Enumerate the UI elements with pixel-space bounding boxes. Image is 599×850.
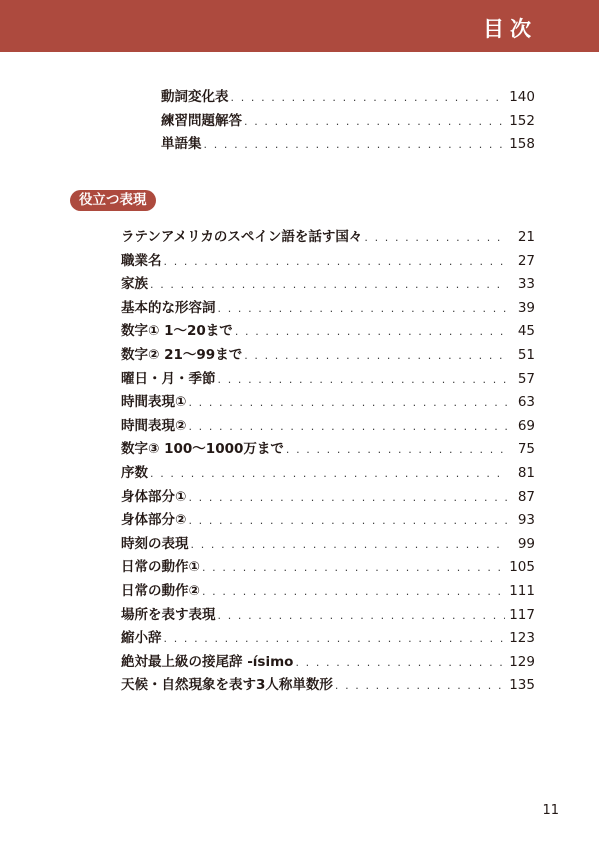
toc-entry-page: 93 [517,512,535,529]
toc-entry[interactable] [121,368,535,392]
dot-leader [235,320,507,344]
toc-entry-title: 数字③ 100〜1000万まで [121,441,284,458]
dot-leader [218,604,506,628]
dot-leader [188,486,507,510]
dot-leader [295,651,505,675]
toc-entry-title: 単語集 [161,136,202,153]
toc-entry[interactable] [121,674,535,698]
toc-entry-title: 絶対最上級の接尾辞 -ísimo [121,653,294,670]
toc-entry-title: 基本的な形容詞 [121,299,216,316]
toc-entry[interactable] [121,226,535,250]
toc-entry-title: 身体部分② [121,512,187,529]
toc-entry-page: 158 [509,136,535,153]
toc-entry-title: 時間表現① [121,394,187,411]
dot-leader [231,86,506,110]
toc-entry-title: 家族 [121,276,148,293]
toc-entry-title: 天候・自然現象を表す3人称単数形 [121,677,333,694]
toc-entry-page: 57 [517,370,535,387]
toc-entry-page: 63 [517,394,535,411]
toc-entry[interactable] [121,486,535,510]
toc-entry-title: ラテンアメリカのスペイン語を話す国々 [121,229,363,245]
toc-entry-page: 81 [517,464,535,481]
toc-entry-page: 152 [509,112,535,129]
dot-leader [218,297,508,321]
dot-leader [150,462,507,486]
toc-entry-page: 111 [509,582,535,599]
toc-entry[interactable] [121,627,535,651]
toc-entry[interactable] [121,462,535,486]
dot-leader [188,415,507,439]
toc-entry[interactable] [121,556,535,580]
toc-entry[interactable] [121,250,535,274]
toc-entry-page: 129 [509,653,535,670]
toc-entry[interactable] [161,86,535,110]
dot-leader [202,556,505,580]
toc-main-list [121,226,535,698]
toc-entry[interactable] [121,438,535,462]
dot-leader [188,391,507,415]
toc-entry-page: 39 [517,299,535,316]
toc-entry-page: 75 [517,441,535,458]
toc-entry-title: 日常の動作① [121,559,200,576]
toc-entry-title: 場所を表す表現 [121,606,216,623]
header-bar [0,0,599,52]
toc-entry-page: 33 [517,276,535,293]
toc-entry[interactable] [121,415,535,439]
dot-leader [244,110,505,134]
toc-entry[interactable] [161,133,535,157]
toc-entry[interactable] [121,320,535,344]
toc-entry-page: 45 [517,323,535,340]
dot-leader [202,580,505,604]
toc-entry-title: 数字② 21〜99まで [121,346,243,363]
toc-entry[interactable] [121,533,535,557]
toc-entry[interactable] [121,273,535,297]
toc-entry-page: 51 [517,346,535,363]
toc-entry-page: 123 [509,630,535,647]
toc-entry-title: 時間表現② [121,417,187,434]
toc-entry[interactable] [121,297,535,321]
toc-entry-title: 日常の動作② [121,582,200,599]
toc-entry-page: 105 [509,559,535,576]
toc-entry-title: 身体部分① [121,488,187,505]
dot-leader [204,133,506,157]
toc-entry[interactable] [121,344,535,368]
toc-entry[interactable] [121,391,535,415]
toc-entry[interactable] [161,110,535,134]
page-number: 11 [542,803,559,818]
dot-leader [364,226,507,250]
section-label: 役立つ表現 [70,190,156,211]
toc-entry-page: 69 [517,417,535,434]
page-title: 目次 [483,17,537,41]
toc-entry[interactable] [121,509,535,533]
toc-entry-title: 練習問題解答 [161,112,242,129]
toc-entry[interactable] [121,651,535,675]
toc-entry-title: 数字① 1〜20まで [121,323,233,340]
dot-leader [191,533,508,557]
dot-leader [286,438,507,462]
toc-entry-page: 135 [509,677,535,694]
toc-entry-page: 87 [517,488,535,505]
toc-entry[interactable] [121,580,535,604]
dot-leader [335,674,505,698]
dot-leader [244,344,507,368]
toc-top-list [161,86,535,157]
toc-entry-page: 140 [509,89,535,105]
toc-entry-title: 時刻の表現 [121,535,189,552]
toc-entry-title: 職業名 [121,252,162,269]
toc-entry-title: 縮小辞 [121,630,162,647]
toc-entry-page: 27 [517,252,535,269]
toc-entry-title: 曜日・月・季節 [121,370,216,387]
toc-entry-page: 21 [517,229,535,245]
dot-leader [164,250,508,274]
dot-leader [218,368,508,392]
dot-leader [188,509,507,533]
dot-leader [164,627,506,651]
toc-entry-page: 99 [517,535,535,552]
toc-entry-title: 序数 [121,464,148,481]
toc-entry[interactable] [121,604,535,628]
toc-entry-title: 動詞変化表 [161,89,229,105]
toc-entry-page: 117 [509,606,535,623]
dot-leader [150,273,507,297]
